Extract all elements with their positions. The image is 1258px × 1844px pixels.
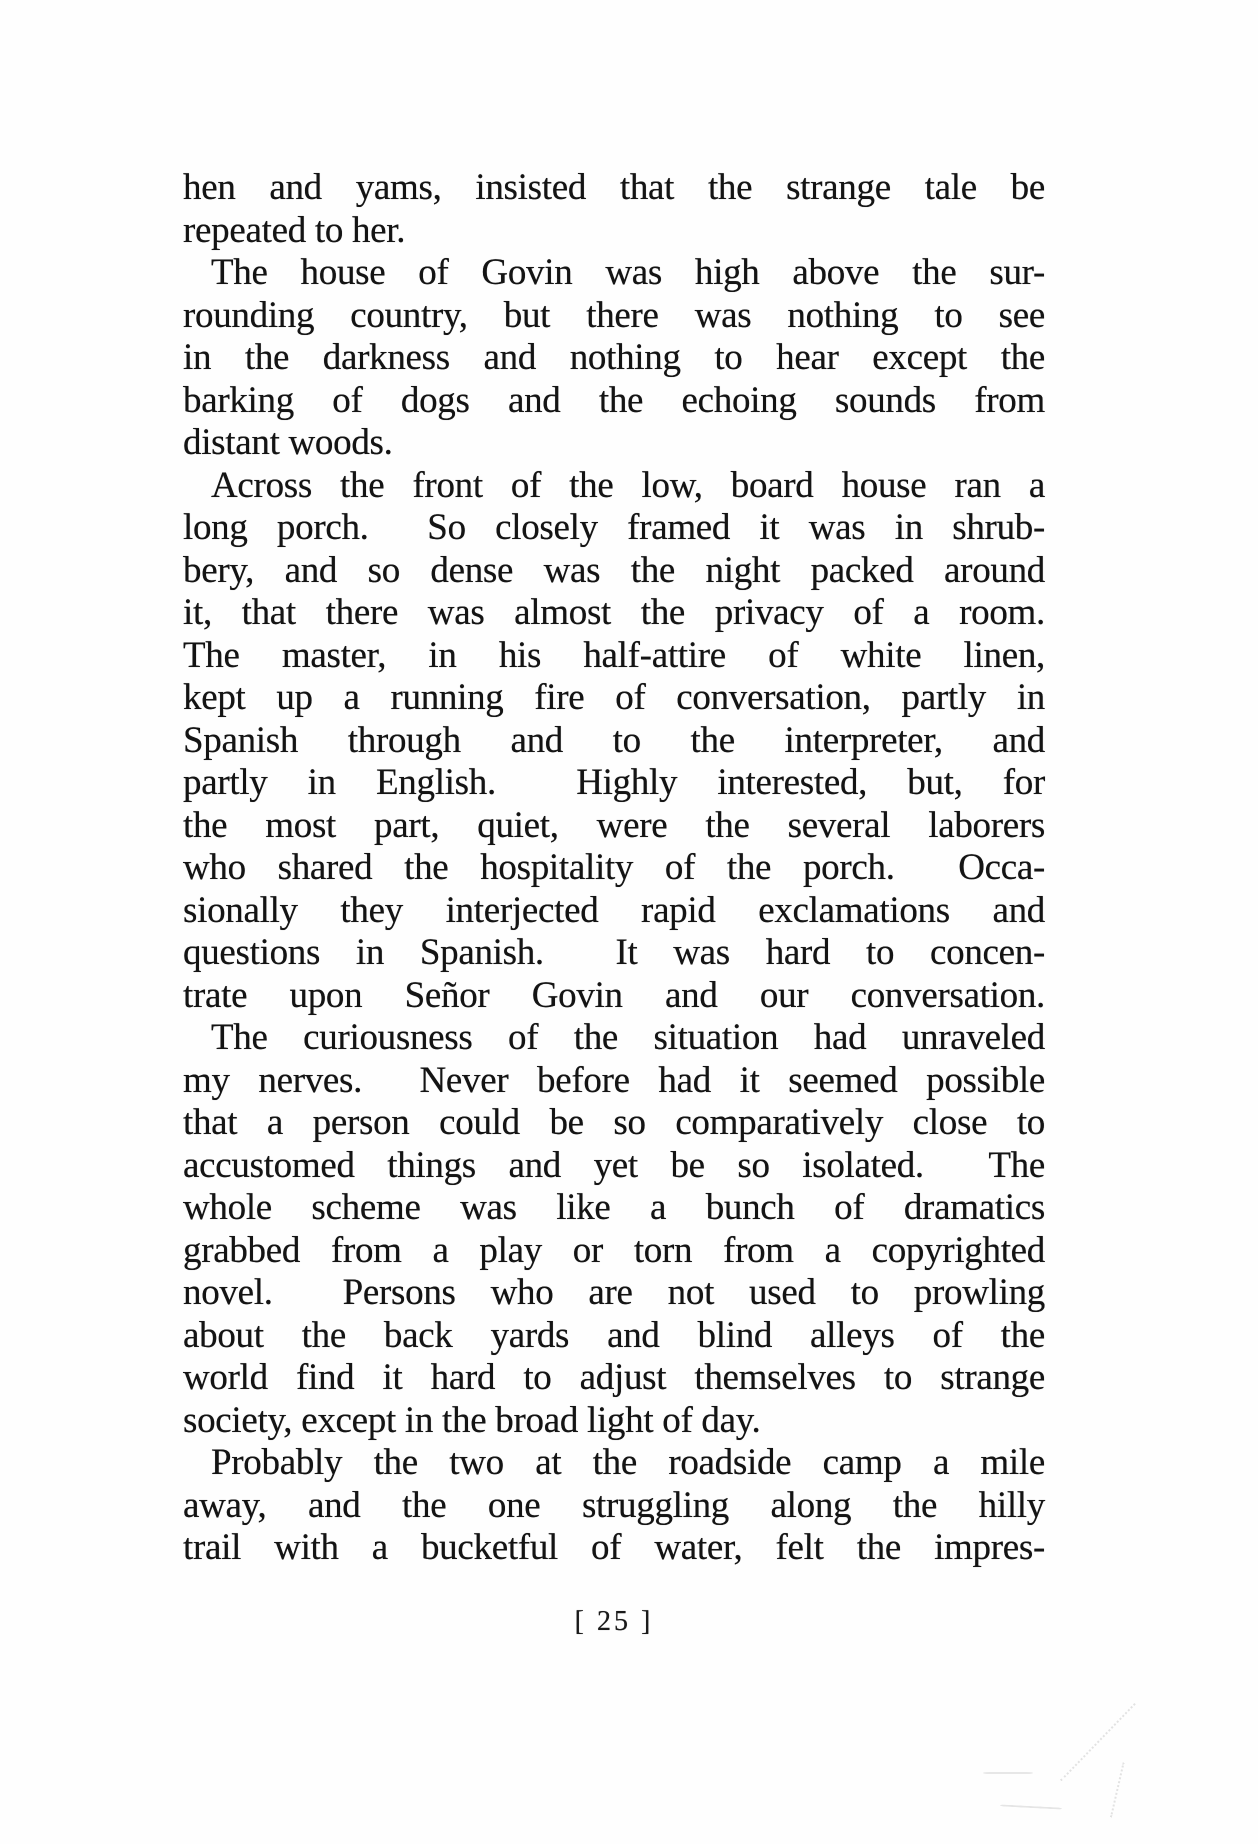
text-line: grabbed from a play or torn from a copyrighted [183,1229,1045,1271]
text-line: trail with a bucketful of water, felt the impres- [183,1527,1045,1568]
text-line: The curiousness of the situation had unraveled [211,1017,1045,1058]
text-line: sionally they interjected rapid exclamations and [183,889,1045,931]
text-line: Spanish through and to the interpreter, and [183,719,1045,761]
text-line: The house of Govin was high above the sur- [211,252,1045,293]
text-line: world find it hard to adjust themselves to strange [183,1357,1045,1398]
scan-scratch-mark [983,1772,1033,1774]
text-line: hen and yams, insisted that the strange tale be [183,167,1045,208]
text-line: rounding country, but there was nothing to see [183,294,1045,336]
text-line: who shared the hospitality of the porch. Occa- [183,847,1045,888]
text-line: that a person could be so comparatively close to [183,1102,1045,1143]
text-line: the most part, quiet, were the several laborers [183,804,1045,846]
text-line: kept up a running fire of conversation, partly in [183,677,1045,718]
text-line: away, and the one struggling along the hilly [183,1484,1045,1526]
text-line: my nerves. Never before had it seemed possible [183,1059,1045,1101]
text-line: bery, and so dense was the night packed around [183,549,1045,591]
text-line: distant woods. [183,422,393,463]
text-line: The master, in his half-attire of white linen, [183,634,1045,676]
text-line: barking of dogs and the echoing sounds from [183,379,1045,421]
text-line: society, except in the broad light of day. [183,1399,761,1441]
text-line: novel. Persons who are not used to prowling [183,1272,1045,1313]
scan-scratch-mark [1060,1703,1136,1781]
text-line: in the darkness and nothing to hear except the [183,337,1045,378]
text-line: whole scheme was like a bunch of dramatics [183,1187,1045,1228]
text-line: long porch. So closely framed it was in shrub- [183,507,1045,548]
scan-scratch-mark [1110,1762,1125,1817]
text-line: Probably the two at the roadside camp a mile [211,1442,1045,1483]
text-line: accustomed things and yet be so isolated. The [183,1144,1045,1186]
scan-scratch-mark [1000,1804,1062,1809]
page-text [183,167,1045,1570]
text-line: repeated to her. [183,209,406,251]
text-line: partly in English. Highly interested, but, for [183,762,1045,803]
text-line: questions in Spanish. It was hard to concen- [183,932,1045,973]
text-line: Across the front of the low, board house ran a [211,464,1045,506]
text-line: about the back yards and blind alleys of the [183,1314,1045,1356]
text-line: it, that there was almost the privacy of a room. [183,592,1045,633]
page-number: [ 25 ] [574,1606,654,1637]
text-line: trate upon Señor Govin and our conversation. [183,974,1045,1016]
